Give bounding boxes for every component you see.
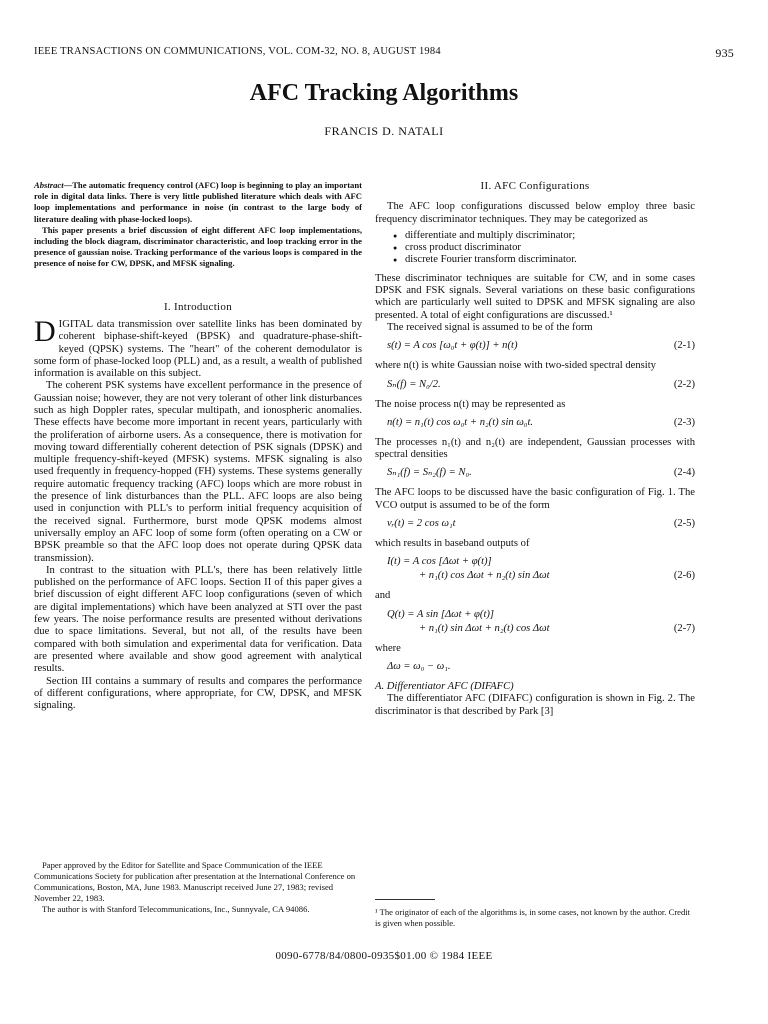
list-item: ● discrete Fourier transform discriminator. — [393, 254, 695, 266]
where-text: where — [375, 642, 401, 654]
intro-p3: In contrast to the situation with PLL's, there has been relatively little published on the performance of AFC loops. Section II of this paper gives a brief discussion of eight different AFC loop configurations (seven of which are digital implementations) which have been analyzed at STI over the past few years. The noise performance results are presented without derivations due to space limitations. Several, but not all, of the results have been compared with both simulation and experimental data for verification. Data are presented where available and show good agreement with analytical results. — [34, 564, 362, 675]
footnote-affiliation: The author is with Stanford Telecommunications, Inc., Sunnyvale, CA 94086. — [42, 904, 310, 914]
section2-p8: which results in baseband outputs of — [375, 538, 530, 550]
section2-p4: where n(t) is white Gaussian noise with two-sided spectral density — [375, 360, 656, 372]
abstract-label: Abstract — [34, 180, 64, 190]
abstract-p2: This paper presents a brief discussion of eight different AFC loop implementations, including the block diagram, discriminator characteristic, and loop tracking error in the presence of gaussian noise. Tracking performance of the various loops is compared in the presence of noise for CW, DPSK, and MFSK signaling. — [34, 224, 362, 269]
right-column — [375, 180, 695, 718]
paper-title: AFC Tracking Algorithms — [249, 80, 519, 106]
section2-p2: These discriminator techniques are suitable for CW, and in some cases DPSK and FSK signals. Several variations on these basic configurations which are particularly well suited to DPSK and MFSK signaling are also presented. A total of eight configurations are discussed.¹ — [375, 272, 695, 321]
discriminator-list — [393, 230, 695, 267]
section2-p7: The AFC loops to be discussed have the basic configuration of Fig. 1. The VCO output is assumed to be of the form — [375, 487, 695, 511]
intro-p2: The coherent PSK systems have excellent performance in the presence of Gaussian noise; however, they are not very tolerant of other link disturbances such as high Doppler rates, specular multipath, and ionospheric anomalies. These effects have become more important in recent years, particularly with the proliferation of airborne users. As a consequence, there is motivation for moving toward differentially coherent detection of PSK signals (DPSK) and multiple frequency-shift-keyed (MFSK) systems. MFSK signaling is also used frequently in frequency-hopped (FH) systems. These systems generally require automatic frequency tracking (AFC) loops which are more robust in the presence of link disturbances than the PLL. AFC loops are also being used in conjunction with PLL's to perform initial frequency acquisition of the received signal. Furthermore, burst mode QPSK modems almost universally employ an AFC loop of some form (often operating on a CW or BPSK preamble so that the AFC loop does not operate during QPSK data transmission). — [34, 380, 362, 564]
drop-cap: D — [34, 314, 56, 348]
equation-2-6: I(t) = A cos [Δωt + φ(t)] + n₁(t) cos Δωt + n₂(t) sin Δωt (2-6) — [387, 556, 695, 582]
journal-info: IEEE TRANSACTIONS ON COMMUNICATIONS, VOL. COM-32, NO. 8, AUGUST 1984 — [34, 46, 441, 57]
section2-p9: The differentiator AFC (DIFAFC) configuration is shown in Fig. 2. The discriminator is that described by Park [3] — [375, 693, 695, 717]
author-name: FRANCIS D. NATALI — [324, 124, 444, 138]
abstract — [34, 180, 362, 270]
left-column — [34, 180, 362, 712]
and-text: and — [375, 590, 391, 602]
abstract-p1: —The automatic frequency control (AFC) loop is beginning to play an important role in digital data links. There is very little published literature which deals with AFC loop implementations and performance in noise (in contrast to the large body of literature dealing with phase-locked loops). — [34, 180, 362, 224]
intro-heading: I. Introduction — [163, 300, 233, 313]
section2-heading: II. AFC Configurations — [480, 180, 590, 192]
list-item: ● differentiate and multiply discriminator; — [393, 230, 695, 242]
equation-2-5: vᵣ(t) = 2 cos ω₁t (2-5) — [387, 518, 695, 530]
footnote-right: ¹ The originator of each of the algorithms is, in some cases, not known by the author. Credit is given when possible. — [375, 907, 691, 928]
equation-2-1: s(t) = A cos [ω₀t + φ(t)] + n(t) (2-1) — [387, 340, 695, 352]
equation-2-2: Sₙ(f) = N₀/2. (2-2) — [387, 378, 695, 390]
footnote-left — [34, 860, 362, 915]
footnote-approval: Paper approved by the Editor for Satellite and Space Communication of the IEEE Communications Society for publication after presentation at the International Conference on Communications, Boston, MA, June 1983. Manuscript received June 27, 1983; revised November 22, 1983. — [34, 860, 356, 903]
subsection-heading: A. Differentiator AFC (DIFAFC) — [375, 680, 514, 692]
intro-p1: DIGITAL data transmission over satellite links has been dominated by coherent biphase-shift-keyed (BPSK) and quadrature-phase-shift-keyed (QPSK) systems. The "heart" of the coherent demodulator is some form of phase-locked loop (PLL) and, as a result, a wealth of published information is available on this subject. — [34, 314, 362, 380]
equation-2-3: n(t) = n₁(t) cos ω₀t + n₂(t) sin ω₀t. (2-3) — [387, 416, 695, 428]
running-header — [34, 46, 734, 62]
equation-2-4: Sₙ₁(f) = Sₙ₂(f) = N₀. (2-4) — [387, 467, 695, 479]
section2-p1: The AFC loop configurations discussed below employ three basic frequency discriminator techniques. They may be categorized as — [375, 201, 695, 225]
copyright-footer: 0090-6778/84/0800-0935$01.00 © 1984 IEEE — [275, 950, 493, 962]
section2-p6: The processes n₁(t) and n₂(t) are independent, Gaussian processes with spectral densities — [375, 436, 695, 461]
list-item: ● cross product discriminator — [393, 242, 695, 254]
intro-p4: Section III contains a summary of results and compares the performance of different configurations, where appropriate, for CW, DPSK, and MFSK signaling. — [34, 675, 362, 712]
footnote-rule — [375, 899, 435, 900]
page-number: 935 — [715, 46, 734, 60]
section2-p3: The received signal is assumed to be of the form — [387, 321, 593, 333]
equation-2-7: Q(t) = A sin [Δωt + φ(t)] + n₁(t) sin Δωt + n₂(t) cos Δωt (2-7) — [387, 608, 695, 634]
section2-p5: The noise process n(t) may be represented as — [375, 398, 566, 410]
equation-delta-omega: Δω = ω₀ − ω₁. — [387, 660, 451, 672]
